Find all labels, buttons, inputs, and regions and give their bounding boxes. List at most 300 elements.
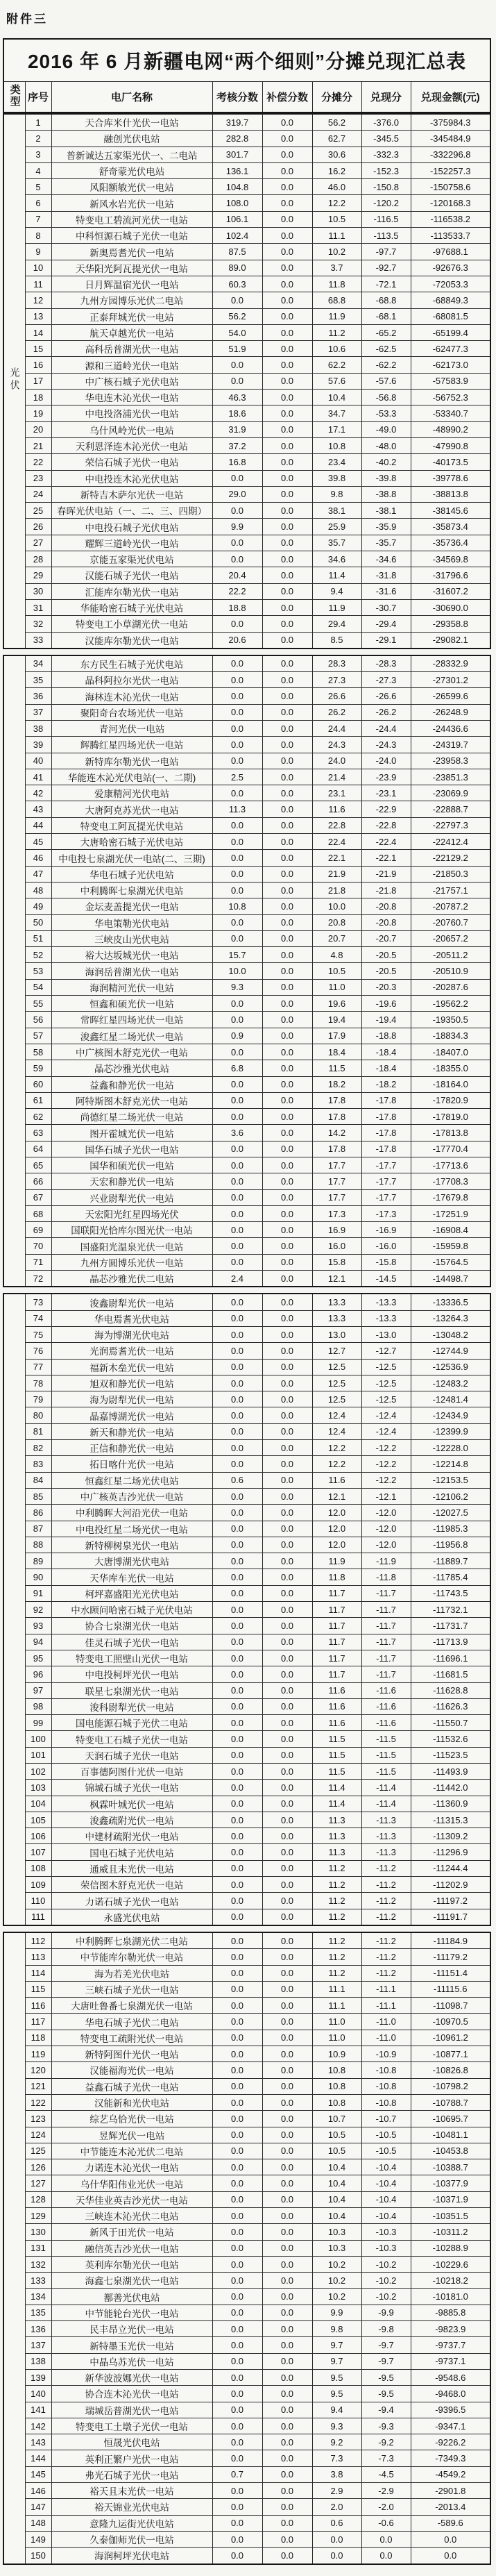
redeem-amount: -11493.9 (411, 1763, 490, 1779)
table-row (3, 1326, 490, 1342)
table-row (3, 2466, 490, 2482)
redeem-score: -19.4 (361, 1012, 411, 1028)
row-no: 124 (25, 2127, 51, 2143)
comp-score: 0.0 (262, 486, 312, 502)
redeem-amount: -24436.6 (411, 720, 490, 736)
redeem-score: -11.0 (361, 2030, 411, 2046)
alloc-score: 12.7 (312, 1343, 361, 1359)
comp-score: 0.0 (262, 1109, 312, 1125)
redeem-amount: -23069.9 (411, 785, 490, 801)
assess-score: 0.0 (212, 1796, 262, 1812)
row-no: 128 (25, 2191, 51, 2207)
alloc-score: 10.4 (312, 2175, 361, 2191)
redeem-score: -11.5 (361, 1763, 411, 1779)
table-row (3, 1222, 490, 1238)
table-row (3, 2111, 490, 2127)
plant-name: 协合七泉湖光伏一电站 (51, 1618, 212, 1634)
row-no: 31 (25, 599, 51, 615)
assess-score: 0.0 (212, 357, 262, 373)
plant-name: 尚德红星二场光伏一电站 (51, 1109, 212, 1125)
redeem-score: -12.2 (361, 1472, 411, 1488)
redeem-score: -22.8 (361, 817, 411, 833)
row-no: 132 (25, 2256, 51, 2272)
alloc-score: 11.7 (312, 1634, 361, 1650)
assess-score: 0.0 (212, 2515, 262, 2531)
plant-name: 中广核石城子光伏电站 (51, 373, 212, 389)
comp-score: 0.0 (262, 655, 312, 672)
alloc-score: 10.8 (312, 437, 361, 453)
redeem-amount: -20510.9 (411, 963, 490, 979)
redeem-score: -11.1 (361, 1998, 411, 2014)
redeem-score: -24.0 (361, 753, 411, 769)
alloc-score: 12.2 (312, 1440, 361, 1456)
alloc-score: 11.9 (312, 308, 361, 324)
row-no: 2 (25, 131, 51, 147)
table-row (3, 1715, 490, 1731)
comp-score: 0.0 (262, 324, 312, 340)
comp-score: 0.0 (262, 1359, 312, 1375)
alloc-score: 11.2 (312, 1893, 361, 1909)
assess-score: 0.0 (212, 817, 262, 833)
alloc-score: 11.0 (312, 979, 361, 995)
assess-score: 0.0 (212, 1456, 262, 1472)
plant-name: 华电石城子光伏二电站 (51, 2014, 212, 2030)
redeem-amount: -9347.1 (411, 2418, 490, 2434)
row-no: 69 (25, 1222, 51, 1238)
plant-name: 佳灵石城子光伏一电站 (51, 1634, 212, 1650)
plant-name: 海为博湖光伏电站 (51, 1326, 212, 1342)
redeem-amount: -11532.6 (411, 1731, 490, 1747)
comp-score: 0.0 (262, 1028, 312, 1044)
comp-score: 0.0 (262, 1076, 312, 1092)
alloc-score: 10.6 (312, 341, 361, 357)
alloc-score: 12.4 (312, 1407, 361, 1423)
plant-name: 新奥焉耆光伏一电站 (51, 244, 212, 260)
comp-score: 0.0 (262, 2078, 312, 2094)
redeem-amount: -30690.0 (411, 599, 490, 615)
assess-score: 0.0 (212, 2143, 262, 2159)
redeem-amount: -26248.9 (411, 704, 490, 720)
redeem-score: -17.3 (361, 1205, 411, 1221)
row-no: 57 (25, 1028, 51, 1044)
alloc-score: 12.0 (312, 1537, 361, 1553)
plant-name: 乌什风岭光伏一电站 (51, 421, 212, 437)
redeem-score: -34.6 (361, 551, 411, 567)
table-row (3, 503, 490, 519)
comp-score: 0.0 (262, 632, 312, 649)
row-no: 145 (25, 2466, 51, 2482)
row-no: 9 (25, 244, 51, 260)
assess-score: 0.0 (212, 470, 262, 486)
plant-name: 恒晟光伏电站 (51, 2434, 212, 2450)
row-no: 93 (25, 1618, 51, 1634)
alloc-score: 21.9 (312, 866, 361, 882)
plant-name: 裕大达坂城光伏一电站 (51, 947, 212, 963)
redeem-score: -2.0 (361, 2499, 411, 2515)
table-row (3, 1012, 490, 1028)
redeem-score: -22.1 (361, 850, 411, 866)
comp-score: 0.0 (262, 1585, 312, 1601)
redeem-score: -17.8 (361, 1092, 411, 1108)
redeem-amount: -10351.5 (411, 2208, 490, 2224)
comp-score: 0.0 (262, 1505, 312, 1521)
redeem-score: -23.9 (361, 769, 411, 785)
assess-score: 9.3 (212, 979, 262, 995)
table-section (3, 1293, 491, 1926)
table-row (3, 1472, 490, 1488)
alloc-score: 11.4 (312, 1796, 361, 1812)
redeem-score: -9.8 (361, 2321, 411, 2337)
redeem-score: -10.4 (361, 2191, 411, 2207)
col-header-name: 电厂名称 (51, 82, 212, 113)
row-no: 23 (25, 470, 51, 486)
table-row (3, 2402, 490, 2418)
plant-name: 特变电工小草湖光伏一电站 (51, 616, 212, 632)
redeem-score: -16.9 (361, 1222, 411, 1238)
table-row (3, 2014, 490, 2030)
plant-name: 昱辉光伏一电站 (51, 2127, 212, 2143)
assess-score: 0.0 (212, 1141, 262, 1157)
assess-score: 0.0 (212, 2127, 262, 2143)
plant-name: 中利腾晖七泉湖光伏电站 (51, 882, 212, 898)
comp-score: 0.0 (262, 147, 312, 162)
redeem-amount: -11523.5 (411, 1747, 490, 1763)
assess-score: 0.0 (212, 688, 262, 704)
comp-score: 0.0 (262, 947, 312, 963)
assess-score: 0.0 (212, 2240, 262, 2256)
table-section (3, 1932, 491, 2565)
plant-name: 汉能新和光伏电站 (51, 2094, 212, 2110)
alloc-score: 16.0 (312, 1238, 361, 1254)
alloc-score: 10.4 (312, 2159, 361, 2175)
redeem-amount: -4549.2 (411, 2466, 490, 2482)
plant-name: 兴业尉犁光伏一电站 (51, 1189, 212, 1205)
row-no: 140 (25, 2386, 51, 2402)
alloc-score: 9.2 (312, 2434, 361, 2450)
plant-name: 中节能连木沁光伏二电站 (51, 2143, 212, 2159)
assess-score: 0.0 (212, 2224, 262, 2240)
plant-name: 柯坪嘉盛阳光光伏电站 (51, 1585, 212, 1601)
plant-name: 国盛阳光温泉光伏一电站 (51, 1238, 212, 1254)
comp-score: 0.0 (262, 162, 312, 178)
plant-name: 融创光伏电站 (51, 131, 212, 147)
redeem-score: -11.6 (361, 1698, 411, 1714)
comp-score: 0.0 (262, 1569, 312, 1585)
comp-score: 0.0 (262, 963, 312, 979)
alloc-score: 22.4 (312, 834, 361, 850)
plant-name: 天华库车光伏一电站 (51, 1569, 212, 1585)
assess-score: 0.0 (212, 2450, 262, 2466)
redeem-amount: -38145.6 (411, 503, 490, 519)
alloc-score: 30.6 (312, 147, 361, 162)
table-row (3, 2337, 490, 2353)
table-row (3, 914, 490, 930)
assess-score: 0.0 (212, 753, 262, 769)
plant-name: 汇能库尔勒光伏一电站 (51, 583, 212, 599)
plant-name: 浚鑫疏附光伏一电站 (51, 1812, 212, 1828)
alloc-score: 10.5 (312, 2143, 361, 2159)
comp-score: 0.0 (262, 753, 312, 769)
table-row (3, 1998, 490, 2014)
plant-name: 裕天且末光伏一电站 (51, 2483, 212, 2499)
alloc-score: 11.6 (312, 1698, 361, 1714)
assess-score: 0.0 (212, 1359, 262, 1375)
comp-score: 0.0 (262, 1780, 312, 1796)
comp-score: 0.0 (262, 898, 312, 914)
alloc-score: 34.6 (312, 551, 361, 567)
plant-name: 英利正繁户光伏一电站 (51, 2450, 212, 2466)
plant-name: 汉能库尔勒光伏一电站 (51, 632, 212, 649)
redeem-amount: -20511.2 (411, 947, 490, 963)
table-row (3, 195, 490, 211)
redeem-amount: -11732.1 (411, 1602, 490, 1618)
redeem-score: -11.2 (361, 1909, 411, 1925)
comp-score: 0.0 (262, 866, 312, 882)
row-no: 84 (25, 1472, 51, 1488)
row-no: 44 (25, 817, 51, 833)
comp-score: 0.0 (262, 1141, 312, 1157)
table-row (3, 801, 490, 817)
comp-score: 0.0 (262, 503, 312, 519)
row-no: 101 (25, 1747, 51, 1763)
comp-score: 0.0 (262, 357, 312, 373)
plant-name: 金坛麦盖提光伏一电站 (51, 898, 212, 914)
redeem-amount: -11309.2 (411, 1828, 490, 1844)
table-row (3, 672, 490, 688)
assess-score: 0.0 (212, 2046, 262, 2062)
row-no: 112 (25, 1932, 51, 1949)
row-no: 40 (25, 753, 51, 769)
redeem-amount: -10288.9 (411, 2240, 490, 2256)
redeem-amount: -12399.9 (411, 1423, 490, 1439)
assess-score: 0.0 (212, 1932, 262, 1949)
assess-score: 0.0 (212, 1715, 262, 1731)
comp-score: 0.0 (262, 1909, 312, 1925)
redeem-score: -19.6 (361, 996, 411, 1012)
redeem-score: -11.7 (361, 1585, 411, 1601)
plant-name: 耀辉三道岭光伏一电站 (51, 535, 212, 551)
plant-name: 大唐阿克苏光伏一电站 (51, 801, 212, 817)
comp-score: 0.0 (262, 1294, 312, 1310)
redeem-amount: -345484.9 (411, 131, 490, 147)
assess-score: 20.4 (212, 567, 262, 583)
comp-score: 0.0 (262, 1553, 312, 1569)
redeem-score: -12.2 (361, 1456, 411, 1472)
comp-score: 0.0 (262, 1877, 312, 1893)
type-cell (3, 655, 25, 1287)
row-no: 135 (25, 2305, 51, 2320)
plant-name: 九州方园博乐光伏二电站 (51, 292, 212, 308)
row-no: 98 (25, 1698, 51, 1714)
assess-score: 0.0 (212, 1618, 262, 1634)
alloc-score: 4.8 (312, 947, 361, 963)
table-row (3, 470, 490, 486)
assess-score: 29.0 (212, 486, 262, 502)
comp-score: 0.0 (262, 2466, 312, 2482)
comp-score: 0.0 (262, 1488, 312, 1504)
plant-name: 新特墨玉光伏一电站 (51, 2337, 212, 2353)
redeem-score: -22.4 (361, 834, 411, 850)
row-no: 86 (25, 1505, 51, 1521)
page-title: 2016 年 6 月新疆电网“两个细则”分摊兑现汇总表 (3, 39, 490, 82)
comp-score: 0.0 (262, 2159, 312, 2175)
comp-score: 0.0 (262, 930, 312, 946)
table-row (3, 1076, 490, 1092)
row-no: 58 (25, 1044, 51, 1060)
alloc-score: 10.7 (312, 2111, 361, 2127)
comp-score: 0.0 (262, 2256, 312, 2272)
alloc-score: 16.9 (312, 1222, 361, 1238)
alloc-score: 9.4 (312, 583, 361, 599)
redeem-amount: -113533.7 (411, 228, 490, 244)
row-no: 62 (25, 1109, 51, 1125)
type-cell (3, 114, 25, 649)
alloc-score: 22.8 (312, 817, 361, 833)
table-row (3, 535, 490, 551)
plant-name: 光润焉耆光伏一电站 (51, 1343, 212, 1359)
assess-score: 0.0 (212, 1828, 262, 1844)
assess-score: 0.6 (212, 1472, 262, 1488)
alloc-score: 11.8 (312, 1569, 361, 1585)
redeem-amount: -11151.4 (411, 1965, 490, 1981)
alloc-score: 17.8 (312, 1141, 361, 1157)
plant-name: 中电投七泉湖光伏一电站(二、三期) (51, 850, 212, 866)
plant-name: 荣信石城子光伏一电站 (51, 454, 212, 470)
redeem-score: -72.1 (361, 276, 411, 292)
redeem-amount: -11626.3 (411, 1698, 490, 1714)
row-no: 51 (25, 930, 51, 946)
redeem-score: -11.0 (361, 2014, 411, 2030)
redeem-amount: -40173.5 (411, 454, 490, 470)
row-no: 55 (25, 996, 51, 1012)
redeem-amount: -11985.3 (411, 1521, 490, 1537)
alloc-score: 18.2 (312, 1076, 361, 1092)
redeem-score: -20.8 (361, 898, 411, 914)
alloc-score: 9.5 (312, 2386, 361, 2402)
redeem-amount: -10377.9 (411, 2175, 490, 2191)
redeem-amount: -11550.7 (411, 1715, 490, 1731)
redeem-score: -18.4 (361, 1044, 411, 1060)
comp-score: 0.0 (262, 276, 312, 292)
row-no: 125 (25, 2143, 51, 2159)
alloc-score: 11.5 (312, 1060, 361, 1076)
assess-score: 0.0 (212, 1965, 262, 1981)
table-row (3, 1407, 490, 1423)
plant-name: 天华佳业英吉沙光伏一电站 (51, 2191, 212, 2207)
comp-score: 0.0 (262, 996, 312, 1012)
alloc-score: 10.3 (312, 2240, 361, 2256)
assess-score: 0.0 (212, 2273, 262, 2289)
assess-score: 0.0 (212, 2499, 262, 2515)
plant-name: 东方民生石城子光伏电站 (51, 655, 212, 672)
table-row (3, 567, 490, 583)
row-no: 27 (25, 535, 51, 551)
redeem-amount: -23851.3 (411, 769, 490, 785)
redeem-score: 0.0 (361, 2531, 411, 2547)
row-no: 59 (25, 1060, 51, 1076)
redeem-amount: -11191.7 (411, 1909, 490, 1925)
redeem-amount: -9468.0 (411, 2386, 490, 2402)
assess-score: 0.0 (212, 1981, 262, 1997)
plant-name: 中节能轮台光伏一电站 (51, 2305, 212, 2320)
type-cell (3, 1932, 25, 2564)
assess-score: 0.0 (212, 850, 262, 866)
alloc-score: 12.5 (312, 1359, 361, 1375)
comp-score: 0.0 (262, 1828, 312, 1844)
alloc-score: 10.4 (312, 390, 361, 405)
row-no: 61 (25, 1092, 51, 1108)
row-no: 129 (25, 2208, 51, 2224)
redeem-amount: -11785.4 (411, 1569, 490, 1585)
table-row (3, 2159, 490, 2175)
plant-name: 舒奇蒙光伏电站 (51, 162, 212, 178)
comp-score: 0.0 (262, 1747, 312, 1763)
comp-score: 0.0 (262, 1271, 312, 1287)
table-row (3, 2531, 490, 2547)
redeem-amount: -10481.1 (411, 2127, 490, 2143)
plant-name: 华电连木沁光伏一电站 (51, 390, 212, 405)
redeem-amount: -10961.2 (411, 2030, 490, 2046)
redeem-score: -26.2 (361, 704, 411, 720)
row-no: 17 (25, 373, 51, 389)
row-no: 74 (25, 1310, 51, 1326)
redeem-amount: -9823.9 (411, 2321, 490, 2337)
assess-score: 0.0 (212, 2305, 262, 2320)
row-no: 64 (25, 1141, 51, 1157)
redeem-score: -11.7 (361, 1650, 411, 1666)
comp-score: 0.0 (262, 785, 312, 801)
alloc-score: 10.5 (312, 2127, 361, 2143)
redeem-amount: -11115.6 (411, 1981, 490, 1997)
plant-name: 汉能石城子光伏一电站 (51, 567, 212, 583)
comp-score: 0.0 (262, 1456, 312, 1472)
redeem-amount: -31796.6 (411, 567, 490, 583)
row-no: 108 (25, 1860, 51, 1876)
redeem-score: -17.8 (361, 1141, 411, 1157)
alloc-score: 38.1 (312, 503, 361, 519)
redeem-score: -27.3 (361, 672, 411, 688)
table-row (3, 1537, 490, 1553)
assess-score: 0.0 (212, 2386, 262, 2402)
redeem-score: -12.5 (361, 1359, 411, 1375)
row-no: 4 (25, 162, 51, 178)
redeem-amount: -17679.8 (411, 1189, 490, 1205)
row-no: 38 (25, 720, 51, 736)
plant-name: 福新木垒光伏一电站 (51, 1359, 212, 1375)
redeem-score: -120.2 (361, 195, 411, 211)
row-no: 49 (25, 898, 51, 914)
plant-name: 协合连木沁光伏一电站 (51, 2386, 212, 2402)
redeem-score: -38.1 (361, 503, 411, 519)
row-no: 103 (25, 1780, 51, 1796)
assess-score: 0.0 (212, 2078, 262, 2094)
alloc-score: 14.2 (312, 1125, 361, 1141)
plant-name: 弗光石城子光伏一电站 (51, 2466, 212, 2482)
table-row (3, 390, 490, 405)
row-no: 113 (25, 1949, 51, 1965)
row-no: 97 (25, 1682, 51, 1698)
assess-score: 0.0 (212, 1254, 262, 1270)
table-row (3, 179, 490, 195)
assess-score: 0.0 (212, 1343, 262, 1359)
alloc-score: 12.5 (312, 1391, 361, 1407)
alloc-score: 10.9 (312, 2046, 361, 2062)
table-row (3, 2483, 490, 2499)
comp-score: 0.0 (262, 1650, 312, 1666)
comp-score: 0.0 (262, 2240, 312, 2256)
assess-score: 46.3 (212, 390, 262, 405)
row-no: 110 (25, 1893, 51, 1909)
